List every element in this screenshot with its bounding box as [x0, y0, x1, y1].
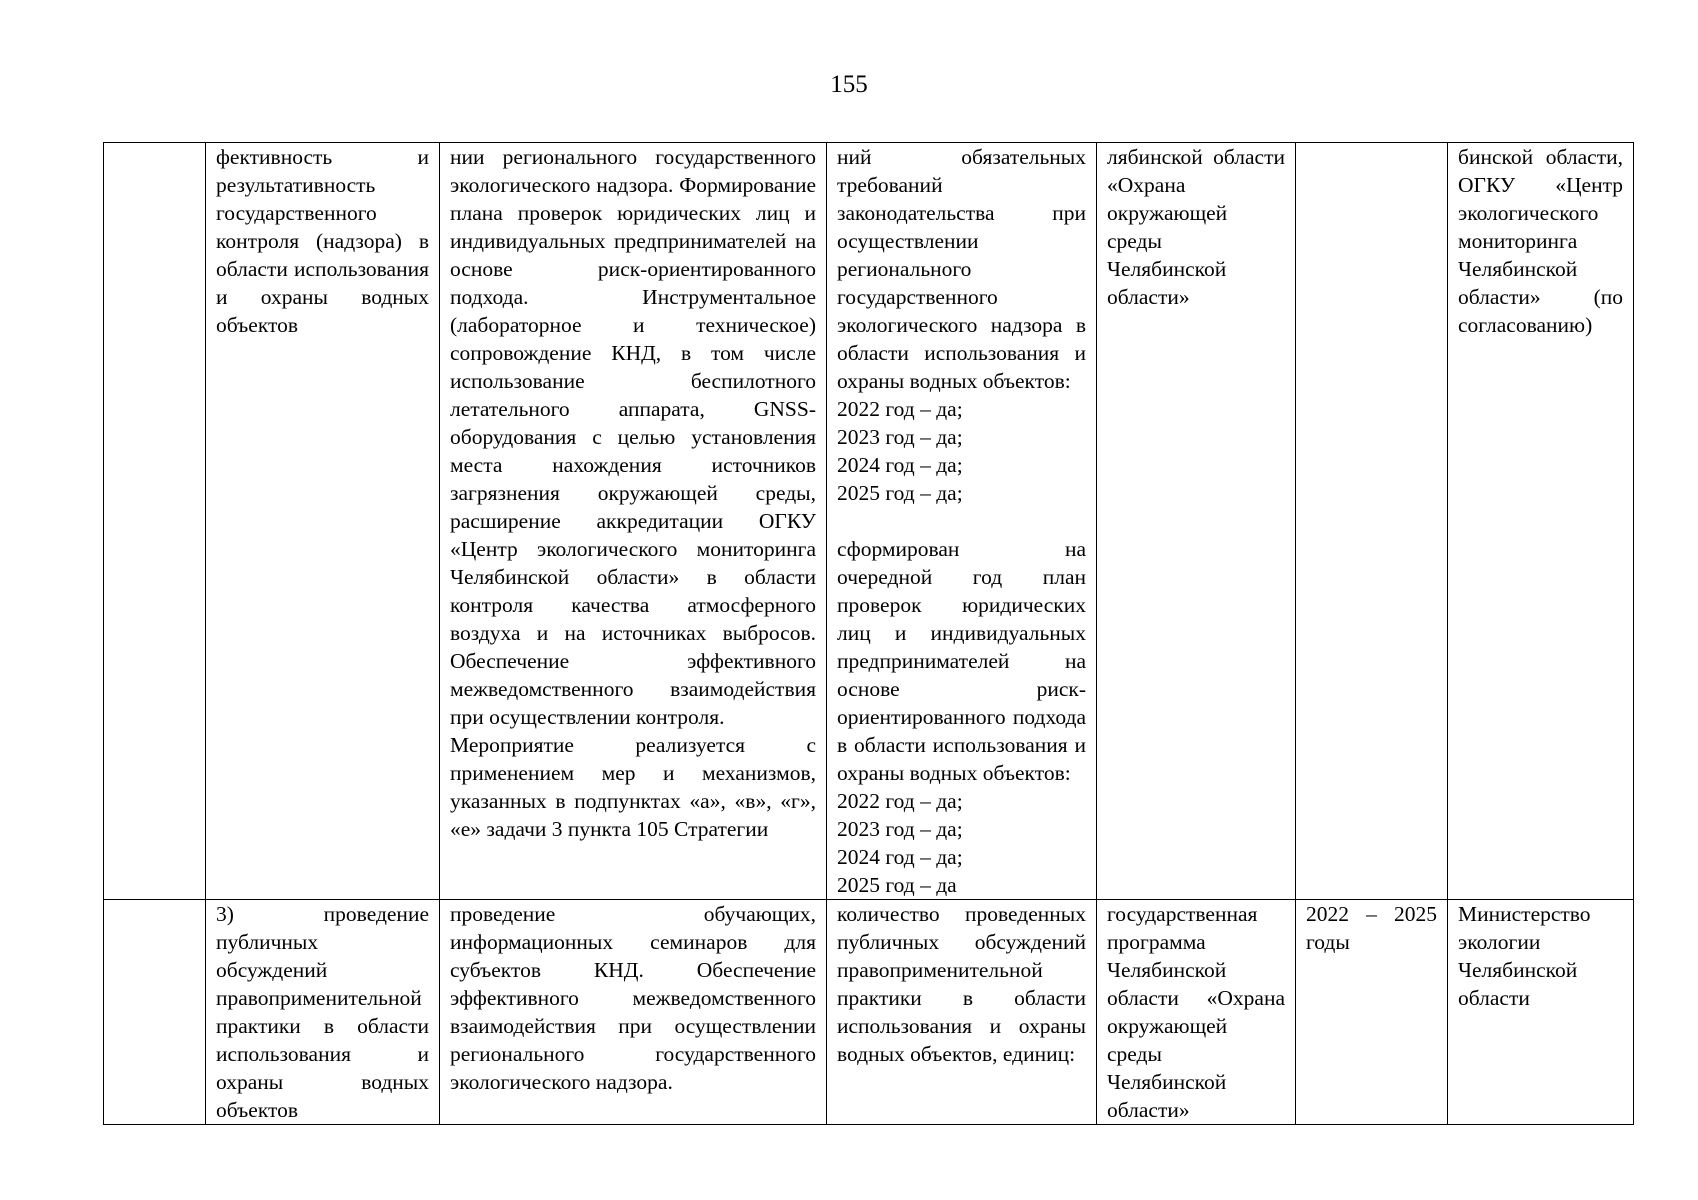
row1-plan-year: 2025 год – да [837, 873, 957, 897]
row1-plan-year: 2023 год – да; [837, 817, 963, 841]
row2-period-cell [1296, 900, 1448, 1125]
row1-responsible-text: бинской области, ОГКУ «Центр экологического мониторинга Челябинской области» (по согласованию) [1458, 145, 1623, 337]
row2-task-cell [206, 900, 440, 1125]
row2-responsible-text: Министерство экологии Челябинской области [1458, 902, 1591, 1010]
row1-indicator-year: 2022 год – да; [837, 397, 963, 421]
page-number: 155 [830, 71, 868, 98]
row1-period-cell [1296, 143, 1448, 900]
row1-activity-cell [440, 143, 827, 900]
row1-indicator-text: ний обязательных требований законодательства при осуществлении регионального государственного экологического надзора в области использования и охраны водных объектов: [837, 145, 1086, 393]
row1-task-text: фективность и результативность государственного контроля (надзора) в области использования и охраны водных объектов [216, 145, 429, 337]
row1-plan-year: 2024 год – да; [837, 845, 963, 869]
row1-indicator-year: 2023 год – да; [837, 425, 963, 449]
table-row [104, 900, 1634, 1125]
row2-task-text: 3) проведение публичных обсуждений правоприменительной практики в области использования и охраны водных объектов [216, 902, 429, 1122]
row2-period-text: 2022 – 2025 годы [1306, 902, 1437, 954]
row1-number-cell [104, 143, 206, 900]
row1-indicator-cell [827, 143, 1097, 900]
row1-program-text: лябинской области «Охрана окружающей среды Челябинской области» [1107, 145, 1285, 309]
row1-responsible-cell [1448, 143, 1634, 900]
row1-plan-year: 2022 год – да; [837, 789, 963, 813]
row2-activity-text: проведение обучающих, информационных семинаров для субъектов КНД. Обеспечение эффективного межведомственного взаимодействия при осуществлении регионального государственного экологического надзора. [450, 902, 816, 1094]
row2-indicator-cell [827, 900, 1097, 1125]
row2-program-cell [1097, 900, 1296, 1125]
row1-task-cell [206, 143, 440, 900]
row2-indicator-text: количество проведенных публичных обсуждений правоприменительной практики в области использования и охраны водных объектов, единиц: [837, 902, 1086, 1066]
row1-activity-text: нии регионального государственного экологического надзора. Формирование плана проверок юридических лиц и индивидуальных предпринимателей на основе риск-ориентированного подхода. Инструментальное (лабораторное и техническое) сопровождение КНД, в том числе использование беспилотного летательного аппарата, GNSS-оборудования с целью установления места нахождения источников загрязнения окружающей среды, расширение аккредитации ОГКУ «Центр экологического мониторинга Челябинской области» в области контроля качества атмосферного воздуха и на источниках выбросов. Обеспечение эффективного межведомственного взаимодействия при осуществлении контроля. [450, 145, 816, 729]
row1-indicator-plan-text: сформирован на очередной год план проверок юридических лиц и индивидуальных предпринимателей на основе риск-ориентированного подхода в области использования и охраны водных объектов: [837, 537, 1086, 785]
row1-indicator-year: 2025 год – да; [837, 481, 963, 505]
row2-program-text: государственная программа Челябинской области «Охрана окружающей среды Челябинской области» [1107, 902, 1285, 1122]
row2-number-cell [104, 900, 206, 1125]
row1-activity-note: Мероприятие реализуется с применением мер и механизмов, указанных в подпунктах «а», «в», «г», «е» задачи 3 пункта 105 Стратегии [450, 733, 816, 841]
row2-responsible-cell [1448, 900, 1634, 1125]
paragraph-gap [837, 507, 1086, 535]
row2-activity-cell [440, 900, 827, 1125]
row1-program-cell [1097, 143, 1296, 900]
row1-indicator-year: 2024 год – да; [837, 453, 963, 477]
measures-table [103, 142, 1634, 1125]
table-row [104, 143, 1634, 900]
